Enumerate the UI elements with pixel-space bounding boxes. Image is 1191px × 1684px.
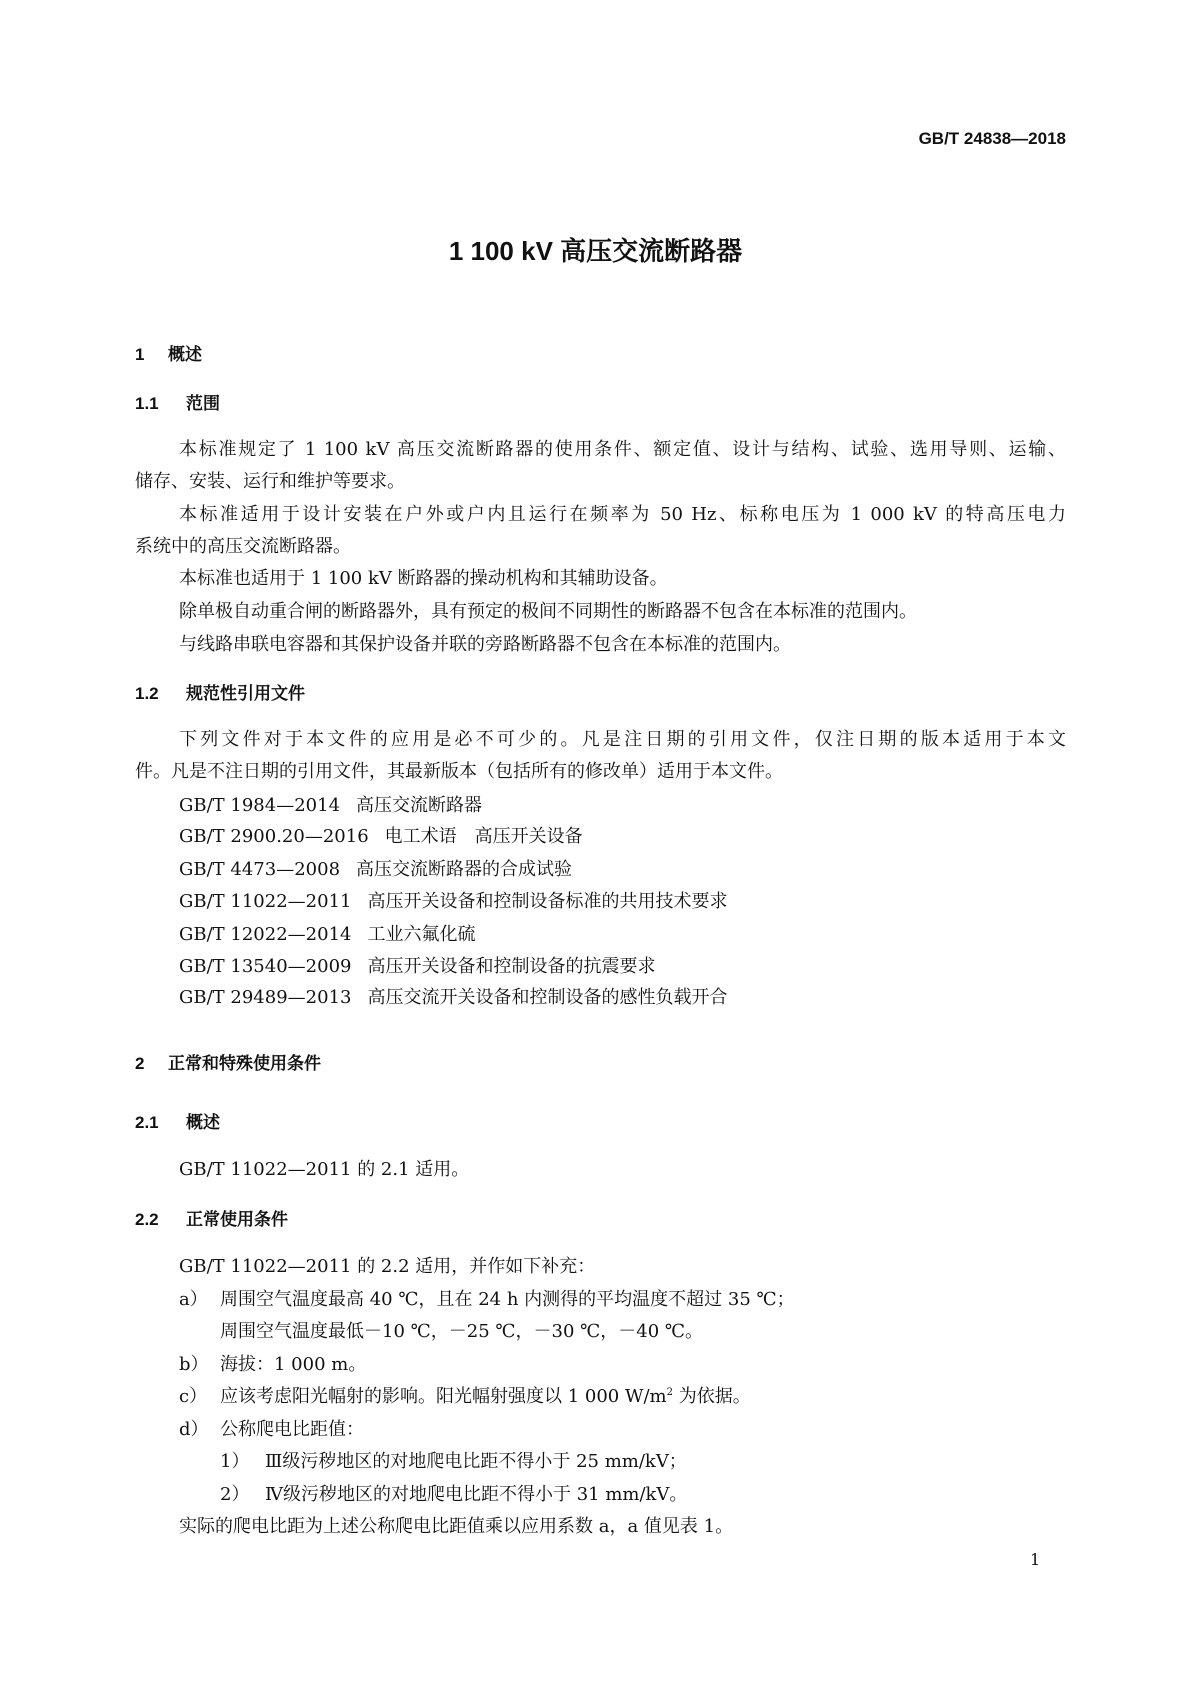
section-2-2-number: 2.2 (135, 1210, 159, 1229)
reference-code: GB/T 13540—2009 (179, 956, 352, 977)
reference-code: GB/T 2900.20—2016 (179, 826, 369, 847)
reference-item (179, 958, 655, 976)
list-item-text: 公称爬电比距值： (220, 1419, 364, 1440)
reference-title: 高压交流断路器的合成试验 (356, 859, 573, 880)
list-item-text: 周围空气温度最低－10 ℃，－25 ℃，－30 ℃，－40 ℃。 (220, 1321, 704, 1342)
paragraph-line: 本标准也适用于 1 100 kV 断路器的操动机构和其辅助设备。 (179, 568, 668, 589)
section-1-title: 概述 (168, 345, 202, 364)
superscript: 2 (666, 1387, 673, 1398)
section-2-1-title: 概述 (186, 1113, 220, 1132)
sublist-label: 2） (220, 1484, 250, 1505)
list-label: d） (179, 1419, 209, 1440)
sublist-item-text: Ⅳ级污秽地区的对地爬电比距不得小于 31 mm/kV。 (265, 1484, 688, 1505)
reference-title: 高压开关设备和控制设备标准的共用技术要求 (367, 891, 728, 912)
list-label: a） (179, 1289, 208, 1310)
item-text: 应该考虑阳光幅射的影响。阳光幅射强度以 1 000 W/m (220, 1386, 667, 1407)
list-item-text: 海拔：1 000 m。 (220, 1354, 367, 1375)
paragraph-line: 储存、安装、运行和维护等要求。 (135, 471, 405, 492)
paragraph-line: 与线路串联电容器和其保护设备并联的旁路断路器不包含在本标准的范围内。 (179, 634, 791, 655)
reference-title: 电工术语 高压开关设备 (384, 826, 583, 847)
item-text-after: 为依据。 (672, 1386, 751, 1407)
paragraph-line: 除单极自动重合闸的断路器外，具有预定的极间不同期性的断路器不包含在本标准的范围内。 (179, 601, 917, 622)
document-title: 1 100 kV 高压交流断路器 (448, 236, 743, 266)
paragraph-line: 系统中的高压交流断路器。 (135, 536, 351, 557)
list-label: b） (179, 1354, 209, 1375)
reference-code: GB/T 29489—2013 (179, 987, 352, 1008)
reference-item (179, 989, 727, 1007)
section-1-1-title: 范围 (186, 394, 220, 413)
reference-code: GB/T 1984—2014 (179, 795, 341, 816)
section-2-title: 正常和特殊使用条件 (168, 1054, 321, 1073)
list-item-text: 周围空气温度最高 40 ℃，且在 24 h 内测得的平均温度不超过 35 ℃； (220, 1289, 795, 1310)
paragraph-line: 件。凡是不注日期的引用文件，其最新版本（包括所有的修改单）适用于本文件。 (135, 761, 783, 782)
section-1-number: 1 (135, 345, 145, 364)
reference-item (179, 861, 572, 879)
section-1-2-number: 1.2 (135, 684, 159, 703)
paragraph-line: GB/T 11022—2011 的 2.1 适用。 (179, 1159, 470, 1180)
section-2-1-number: 2.1 (135, 1113, 159, 1132)
reference-title: 高压交流开关设备和控制设备的感性负载开合 (367, 987, 728, 1008)
reference-item (179, 797, 482, 815)
reference-item (179, 926, 475, 944)
reference-item (179, 828, 583, 846)
reference-title: 工业六氟化硫 (367, 924, 476, 945)
paragraph-line: GB/T 11022—2011 的 2.2 适用，并作如下补充： (179, 1256, 596, 1277)
sublist-item-text: Ⅲ级污秽地区的对地爬电比距不得小于 25 mm/kV； (265, 1451, 687, 1472)
reference-item (179, 893, 727, 911)
reference-code: GB/T 11022—2011 (179, 891, 352, 912)
section-1-1-number: 1.1 (135, 394, 159, 413)
list-item-text (220, 1388, 751, 1406)
section-2-number: 2 (135, 1054, 145, 1073)
list-label: c） (179, 1386, 208, 1407)
reference-code: GB/T 12022—2014 (179, 924, 352, 945)
paragraph-line: 实际的爬电比距为上述公称爬电比距值乘以应用系数 a，a 值见表 1。 (179, 1516, 734, 1537)
paragraph-line: 本标准适用于设计安装在户外或户内且运行在频率为 50 Hz、标称电压为 1 000 kV 的特高压电力 (179, 504, 1066, 525)
paragraph-line: 本标准规定了 1 100 kV 高压交流断路器的使用条件、额定值、设计与结构、试验、选用导则、运输、 (179, 439, 1066, 460)
reference-code: GB/T 4473—2008 (179, 859, 341, 880)
standard-code-header: GB/T 24838—2018 (918, 129, 1066, 148)
sublist-label: 1） (220, 1451, 250, 1472)
reference-title: 高压开关设备和控制设备的抗震要求 (367, 956, 656, 977)
section-2-2-title: 正常使用条件 (186, 1210, 288, 1229)
paragraph-line: 下列文件对于本文件的应用是必不可少的。凡是注日期的引用文件，仅注日期的版本适用于本文 (179, 729, 1066, 750)
section-1-2-title: 规范性引用文件 (186, 684, 305, 703)
page-number: 1 (1030, 1550, 1041, 1569)
reference-title: 高压交流断路器 (356, 795, 483, 816)
